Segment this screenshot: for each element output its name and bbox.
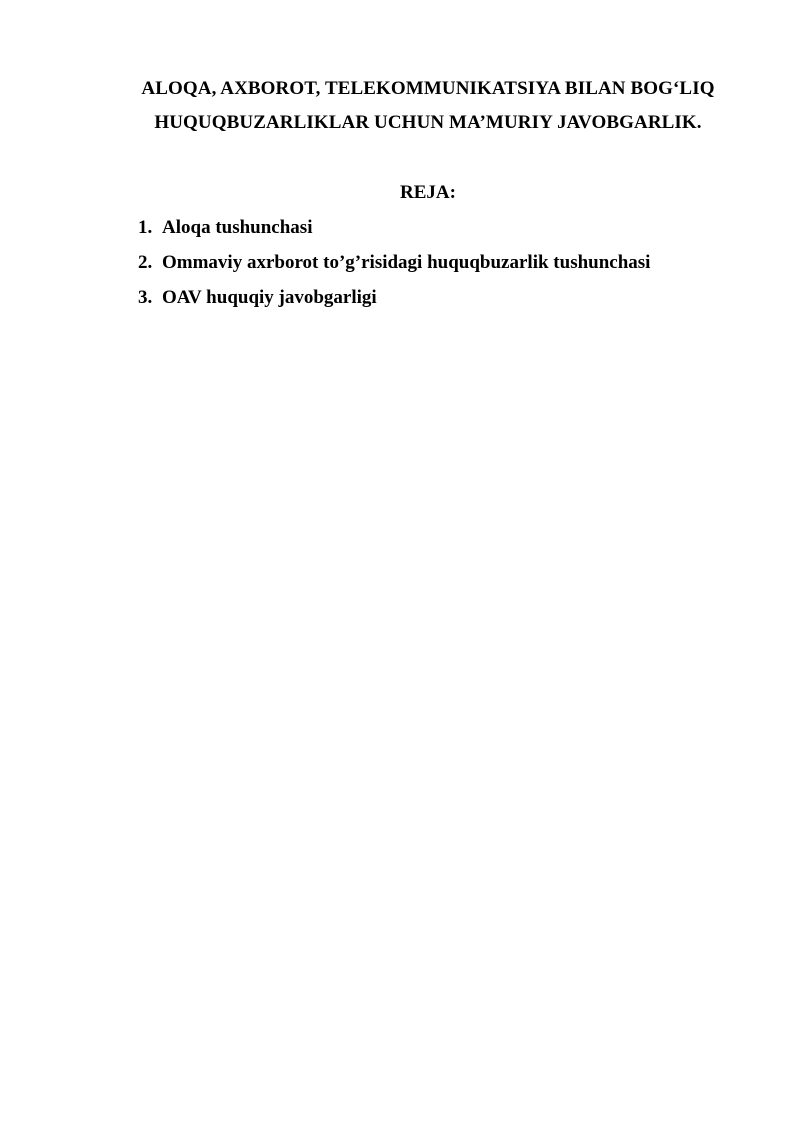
- plan-item-number: 3.: [138, 287, 153, 308]
- plan-item: [138, 210, 650, 245]
- plan-heading: REJA:: [400, 182, 456, 203]
- plan-item-text: OAV huquqiy javobgarligi: [162, 287, 377, 308]
- plan-item: [138, 245, 650, 280]
- title-line-2: HUQUQBUZARLIKLAR UCHUN MA’MURIY JAVOBGARLIK.: [154, 112, 702, 133]
- document-title: [100, 72, 756, 140]
- title-line-1: ALOQA, AXBOROT, TELEKOMMUNIKATSIYA BILAN BOG‘LIQ: [141, 78, 715, 99]
- plan-item: [138, 280, 650, 315]
- plan-list: [138, 210, 650, 315]
- plan-item-text: Aloqa tushunchasi: [162, 217, 313, 238]
- plan-item-number: 1.: [138, 217, 153, 238]
- plan-item-number: 2.: [138, 252, 153, 273]
- plan-item-text: Ommaviy axrborot to’g’risidagi huquqbuzarlik tushunchasi: [162, 252, 651, 273]
